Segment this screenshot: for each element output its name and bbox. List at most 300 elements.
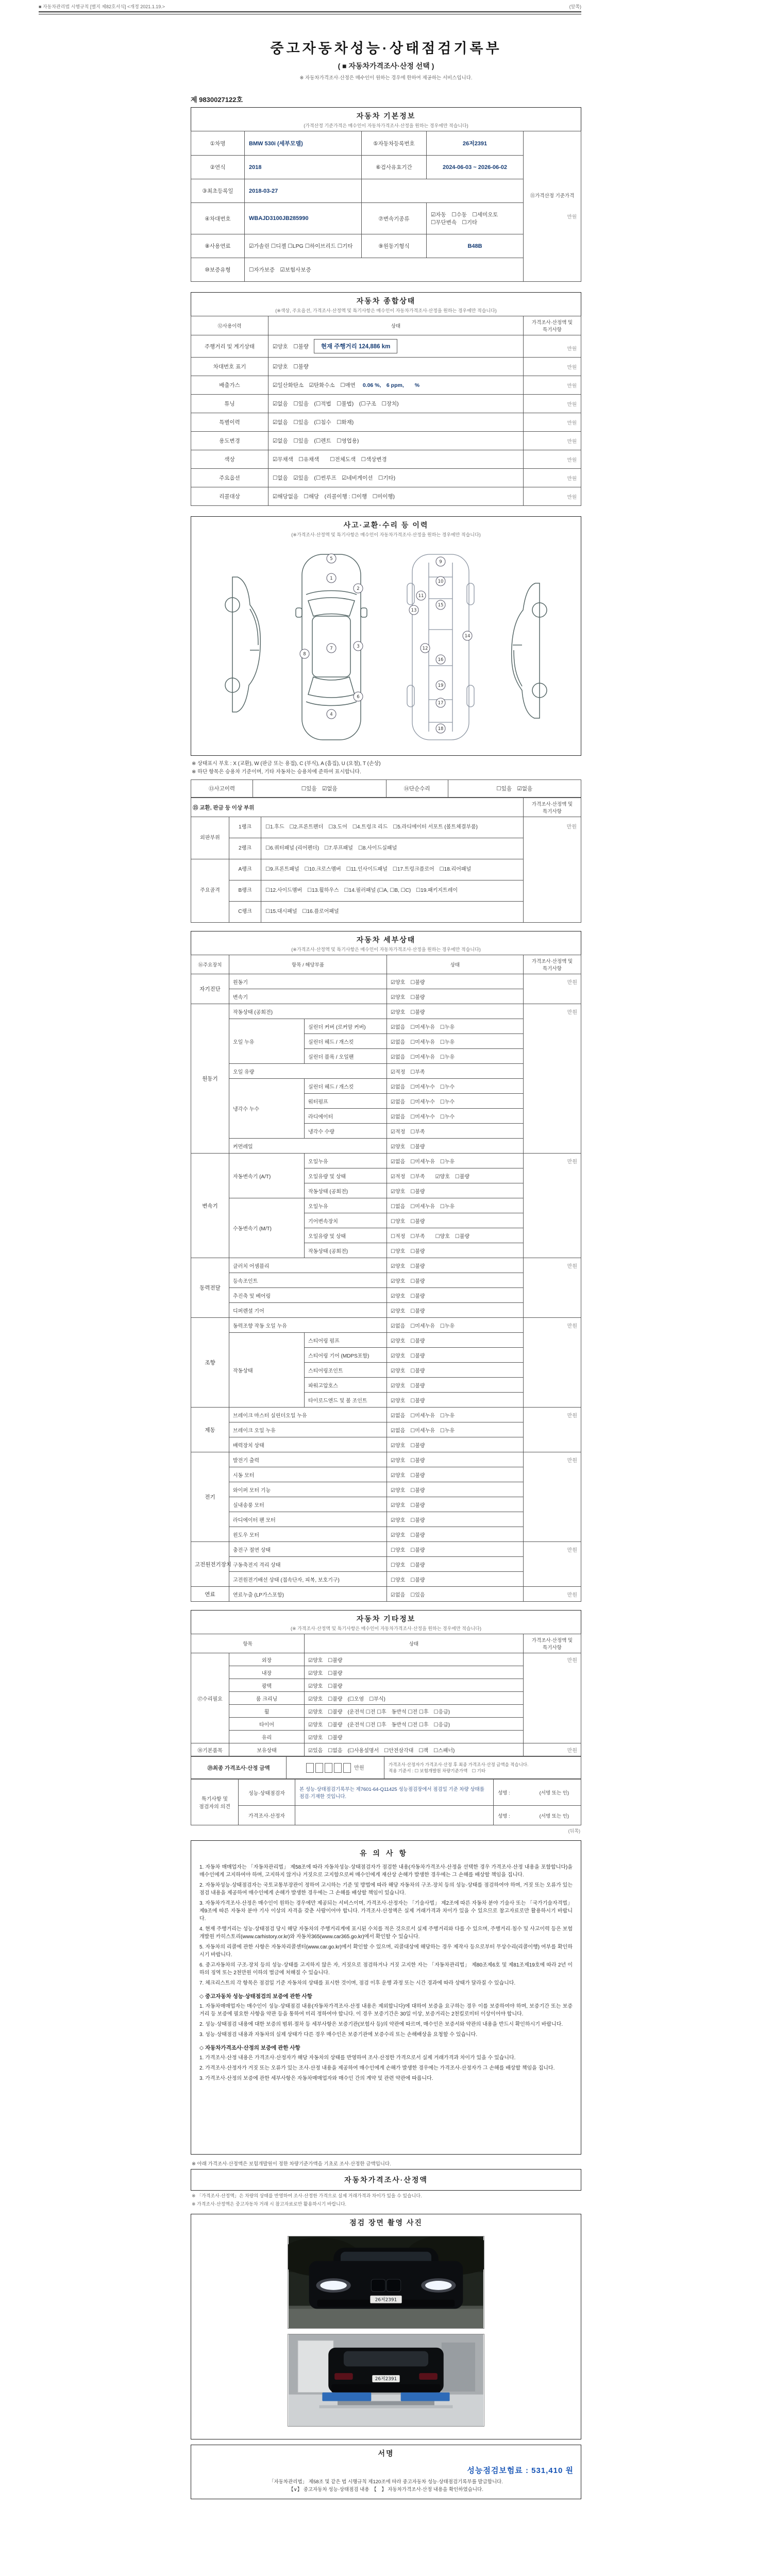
license-plate-rear: 26저2391 <box>375 2377 397 2382</box>
notice-paragraph: 2. 성능·상태점검 내용에 대한 보증의 범위·절차 등 세부사항은 보증기관(보험사 등)의 약관에 따르며, 매수인은 보증서와 약관의 내용을 반드시 확인하시기 바랍니다. <box>199 2022 563 2027</box>
title-subtitle: ( ■ 자동차가격조사·산정 선택 ) <box>338 62 434 70</box>
price-unit-cell: 만원 <box>524 450 581 469</box>
detail-state-checks: ☑양호 ☐불량 <box>387 1004 524 1019</box>
price-digit-box <box>343 1763 351 1773</box>
final-price-note2: 적용 기준서 : ☐ 보험개발원 차량기준가액 ☐ 기타 <box>389 1768 486 1773</box>
detail-state-table <box>191 955 581 1602</box>
section-summary-title: 자동차 종합상태 <box>356 297 416 305</box>
detail-state-checks: ☑없음 ☐미세누수 ☐누수 <box>387 1094 524 1109</box>
price-digit-box <box>315 1763 323 1773</box>
rank-row <box>191 880 581 902</box>
detail-row <box>191 1004 581 1019</box>
detail-row <box>191 1512 581 1527</box>
notice-paragraph: 2. 가격조사·산정자가 거짓 또는 오류가 있는 조사·산정 내용을 제공하여 매수인에게 손해가 발생한 경우에는 가격조사·산정자가 그 손해를 배상할 책임을 집니다. <box>199 2065 555 2071</box>
transmission-checks-line1: ☑자동 ☐수동 ☐세미오토 <box>431 212 498 218</box>
section-etc-title: 자동차 기타정보 <box>356 1615 416 1623</box>
basic-items-label: 보유상태 <box>229 1743 305 1756</box>
detail-state-checks: ☑양호 ☐불량 <box>387 1363 524 1378</box>
checkbox-group: ☑해당없음 ☐해당 (리콜이행 : ☐이행 ☐미이행) <box>273 494 395 500</box>
detail-state-checks: ☑없음 ☐미세누유 ☐누유 <box>387 1408 524 1422</box>
summary-state-cell <box>268 376 524 395</box>
detail-item-label: 수동변속기 (M/T) <box>229 1198 305 1258</box>
detail-row <box>191 1139 581 1154</box>
panel-number-text: 7 <box>330 646 333 651</box>
detail-row <box>191 1422 581 1437</box>
price-appraisal-box: 자동차가격조사·산정액 <box>191 2169 581 2191</box>
detail-subitem-label: 작동상태 (공회전) <box>305 1243 387 1258</box>
detail-state-checks: ☑적정 ☐부족 ☑양호 ☐불량 <box>387 1168 524 1183</box>
label-base-price: ⑪가격산정 기준가격 <box>530 193 575 199</box>
detail-row <box>191 1408 581 1422</box>
fuel-checks: ☑가솔린 ☐디젤 ☐LPG ☐하이브리드 ☐기타 <box>245 234 362 258</box>
detail-state-checks: ☑양호 ☐불량 <box>387 1527 524 1542</box>
summary-row <box>191 469 581 487</box>
detail-state-checks: ☑없음 ☐미세누수 ☐누수 <box>387 1109 524 1124</box>
rank-parts-checks: ☐1.후드 ☐2.프론트펜더 ☐3.도어 ☐4.트렁크 리드 ☐5.라디에이터 서포트 (볼트체결부품) <box>261 817 524 838</box>
detail-subitem-label: 오일유량 및 상태 <box>305 1228 387 1243</box>
notice-paragraph: 1. 자동차 매매업자는 「자동차관리법」 제58조에 따라 자동차성능·상태점검자가 점검한 내용(자동차가격조사·산정을 선택한 경우 가격조사·산정 내용을 포함합니다)을 매수인에게 고지하여야 하며, 고지하지 않거나 거짓으로 고지함으로써 매수인에게 재산상 손해가 발생한 경우에는 그 손해를 배상할 책임을 집니다. <box>199 1865 573 1878</box>
rank-group-label: 주요골격 <box>191 859 229 923</box>
detail-state-checks: ☐적정 ☐부족 ☐양호 ☐불량 <box>387 1228 524 1243</box>
summary-item-label: 배출가스 <box>191 376 268 395</box>
summary-item-label: 차대번호 표기 <box>191 358 268 376</box>
price-unit-cell: 만원 <box>524 1408 581 1452</box>
basic-items-group-label: ⑱기본품목 <box>191 1743 229 1756</box>
basic-items-checks: ☑있음 ☐없음 (☐사용설명서 ☐안전삼각대 ☐잭 ☐스패너) <box>305 1743 524 1756</box>
detail-state-checks: ☑양호 ☐불량 <box>387 1378 524 1393</box>
repair-needed-group-label: ⑰수리필요 <box>191 1653 229 1743</box>
panel-number-text: 1 <box>330 576 333 581</box>
car-top-body-view-icon <box>288 547 375 748</box>
col-major-device: ⑯주요장치 <box>191 955 229 974</box>
detail-state-checks: ☐양호 ☐불량 <box>387 1542 524 1557</box>
summary-row <box>191 450 581 469</box>
rank-parts-checks: ☐15.대시패널 ☐16.플로어패널 <box>261 902 524 923</box>
detail-subitem-label: 워터펌프 <box>305 1094 387 1109</box>
panel-number-text: 13 <box>411 608 417 613</box>
detail-state-checks: ☑없음 ☐미세누유 ☐누유 <box>387 1318 524 1333</box>
detail-state-checks: ☑양호 ☐불량 <box>387 1333 524 1348</box>
summary-row <box>191 335 581 358</box>
model-year-value: 2018 <box>245 156 362 179</box>
car-underbody-frame-view-icon <box>397 547 484 748</box>
diagram-legend <box>192 760 580 776</box>
summary-state-cell <box>268 335 524 358</box>
page <box>39 0 581 2499</box>
device-group-label: 조향 <box>191 1318 229 1408</box>
price-unit-cell: 만원 <box>524 469 581 487</box>
rank-row <box>191 838 581 859</box>
detail-item-label: 고전원전기배선 상태 (접속단자, 피복, 보호기구) <box>229 1572 387 1587</box>
detail-item-label: 디퍼렌셜 기어 <box>229 1303 387 1318</box>
label-accident-history: ⑬사고이력 <box>191 780 253 798</box>
col-usage-history: ⑫사용이력 <box>191 316 268 335</box>
summary-row <box>191 432 581 450</box>
summary-state-cell <box>268 358 524 376</box>
empty-cell <box>362 179 524 203</box>
section-etc-header <box>191 1610 581 1634</box>
detail-row <box>191 1198 581 1213</box>
inspection-photo-front <box>288 2236 484 2329</box>
photos-area <box>191 2230 581 2439</box>
notice-paragraph: 6. 중고자동차의 구조·장치 등의 성능·상태를 고지하지 않은 자, 거짓으로 점검하거나 거짓 고지한 자는 「자동차관리법」 제80조제6호 및 제81조제19호에 따라 2년 이하의 징역 또는 2천만원 이하의 벌금에 처해질 수 있습니다. <box>199 1962 573 1976</box>
section-sign-title: 서명 <box>378 2449 394 2458</box>
detail-row <box>191 1333 581 1348</box>
detail-row <box>191 1557 581 1572</box>
label-model-year: ②연식 <box>191 156 245 179</box>
final-price-notes <box>384 1757 581 1779</box>
etc-state-checks: ☑양호 ☐불량 <box>305 1679 524 1692</box>
summary-row <box>191 395 581 413</box>
price-unit-cell: 만원 <box>524 1154 581 1258</box>
detail-subitem-label: 냉각수 수량 <box>305 1124 387 1139</box>
detail-state-checks: ☑없음 ☐미세누유 ☐누유 <box>387 1034 524 1049</box>
panel-number-text: 12 <box>422 646 428 651</box>
base-price-cell <box>524 131 581 282</box>
panel-number-text: 11 <box>418 594 424 599</box>
detail-state-checks: ☑양호 ☐불량 <box>387 1139 524 1154</box>
detail-item-label: 냉각수 누수 <box>229 1079 305 1139</box>
notice-paragraph: 1. 가격조사·산정 내용은 가격조사·산정자가 해당 자동차의 상태를 반영하여 조사·산정한 가격으로서 실제 거래가격과 차이가 있을 수 있습니다. <box>199 2055 516 2061</box>
notice-paragraph: 3. 성능·상태점검 내용과 자동차의 실제 상태가 다른 경우 매수인은 보증기관에 보증수리 또는 손해배상을 요청할 수 있습니다. <box>199 2032 478 2038</box>
detail-row <box>191 1437 581 1452</box>
notice-paragraph: 2. 자동차성능·상태점검자는 국토교통부장관이 정하여 고시하는 기준 및 방법에 따라 해당 자동차의 구조·장치 등의 성능·상태를 점검하여야 하며, 거짓 또는 오류가 있는 점검 내용을 제공하여 매수인에게 손해가 발생한 경우에는 그 손해를 배상할 책임이 있습니다. <box>199 1883 573 1896</box>
detail-state-checks: ☑없음 ☐미세누유 ☐누유 <box>387 1422 524 1437</box>
detail-item-label: 시동 모터 <box>229 1467 387 1482</box>
detail-state-checks: ☐없음 ☐미세누유 ☐누유 <box>387 1198 524 1213</box>
detail-subitem-label: 라디에이터 <box>305 1109 387 1124</box>
mileage-value: 현재 주행거리 124,886 km <box>314 339 397 353</box>
etc-row <box>191 1743 581 1756</box>
table-header-row <box>191 1634 581 1653</box>
device-group-label: 동력전달 <box>191 1258 229 1318</box>
detail-item-label: 원동기 <box>229 974 387 989</box>
title-note: ※ 자동차가격조사·산정은 매수인이 원하는 경우에 한하여 제공하는 서비스입니다. <box>299 75 473 81</box>
detail-row <box>191 1273 581 1288</box>
etc-item-label: 외장 <box>229 1653 305 1666</box>
appraiser-remark-text <box>295 1806 494 1825</box>
detail-row <box>191 1318 581 1333</box>
summary-item-label: 주행거리 및 계기상태 <box>191 335 268 358</box>
summary-row <box>191 358 581 376</box>
detail-row <box>191 1079 581 1094</box>
table-row <box>191 179 581 203</box>
table-row <box>191 1806 581 1825</box>
notice-paragraph: 4. 현재 주행거리는 성능·상태점검 당시 해당 자동차의 주행거리계에 표시된 수치를 적은 것으로서 실제 주행거리와 다를 수 있으며, 주행거리·침수 및 사고이력 등은 보험개발원 카히스토리(www.carhistory.or.kr)와 자동차365(www.car365.go.kr)에서 확인할 수 있습니다. <box>199 1926 573 1940</box>
checkbox-group: ☑없음 ☐있음 (☐렌트 ☐영업용) <box>273 438 359 444</box>
label-inspection-validity: ⑥검사유효기간 <box>362 156 427 179</box>
form-ref-text: ■ 자동차관리법 시행규칙 [별지 제82호서식] <개정 2021.1.19.> <box>39 4 165 9</box>
panel-number-text: 3 <box>357 644 360 649</box>
rank-label: 2랭크 <box>229 838 261 859</box>
price-unit-cell: 만원 <box>524 1258 581 1318</box>
panel-number-text: 15 <box>438 603 444 608</box>
label-price-appraiser: 가격조사·산정자 <box>239 1806 295 1825</box>
detail-state-checks: ☑양호 ☐불량 <box>387 1273 524 1288</box>
detail-state-checks: ☑양호 ☐불량 <box>387 1482 524 1497</box>
price-unit-cell: 만원 <box>524 974 581 1004</box>
detail-subitem-label: 오일누유 <box>305 1198 387 1213</box>
detail-row <box>191 1542 581 1557</box>
etc-row <box>191 1692 581 1705</box>
summary-row <box>191 413 581 432</box>
section-sign-header <box>191 2445 581 2461</box>
inspection-validity-value: 2024-06-03 ~ 2026-06-02 <box>427 156 524 179</box>
form-reference <box>39 3 581 10</box>
price-unit-cell: 만원 <box>524 413 581 432</box>
detail-item-label: 오일 누유 <box>229 1019 305 1064</box>
detail-state-checks: ☑양호 ☐불량 <box>387 1452 524 1467</box>
panel-number-text: 19 <box>438 683 444 688</box>
rank-parts-checks: ☐9.프론트패널 ☐10.크로스멤버 ☐11.인사이드패널 ☐17.트렁크플로어 ☐18.리어패널 <box>261 859 524 880</box>
detail-state-checks: ☑양호 ☐불량 <box>387 1467 524 1482</box>
detail-item-label: 작동상태 (공회전) <box>229 1004 387 1019</box>
rank-group-label: 외판부위 <box>191 817 229 859</box>
final-price-table <box>191 1756 581 1779</box>
detail-state-checks: ☑양호 ☐불량 <box>387 1497 524 1512</box>
table-header-row <box>191 798 581 817</box>
table-row <box>191 156 581 179</box>
summary-item-label: 용도변경 <box>191 432 268 450</box>
detail-state-checks: ☐양호 ☐불량 <box>387 1557 524 1572</box>
engine-type-value: B48B <box>427 234 524 258</box>
detail-row <box>191 1064 581 1079</box>
section-summary-header <box>191 292 581 316</box>
device-group-label: 연료 <box>191 1587 229 1602</box>
rank-label: A랭크 <box>229 859 261 880</box>
remarks-table <box>191 1779 581 1825</box>
rank-label: B랭크 <box>229 880 261 902</box>
detail-subitem-label: 기어변속장치 <box>305 1213 387 1228</box>
col-price: 가격조사·산정액 및 특기사항 <box>524 316 581 335</box>
price-unit-cell: 만원 <box>524 1542 581 1587</box>
etc-state-checks: ☑양호 ☐불량 <box>305 1666 524 1679</box>
inspector-signature-cell: 성명 : (서명 또는 인) <box>494 1780 581 1806</box>
detail-subitem-label: 실린더 헤드 / 개스킷 <box>305 1034 387 1049</box>
detail-state-checks: ☑양호 ☐불량 <box>387 1437 524 1452</box>
summary-state-cell <box>268 395 524 413</box>
col-state: 상태 <box>268 316 524 335</box>
etc-row <box>191 1705 581 1718</box>
etc-item-label: 광택 <box>229 1679 305 1692</box>
detail-state-checks: ☑없음 ☐미세누유 ☐누유 <box>387 1049 524 1064</box>
detail-row <box>191 1482 581 1497</box>
diagram-note: ※ 하단 항목은 승용차 기준이며, 기타 자동차는 승용차에 준하여 표시합니다. <box>192 769 361 775</box>
panel-number-text: 9 <box>439 560 442 565</box>
detail-state-checks: ☑양호 ☐불량 <box>387 989 524 1004</box>
reg-number-value: 26저2391 <box>427 131 524 156</box>
accident-history-checks: ☐있음 ☑없음 <box>253 780 386 798</box>
detail-state-checks: ☑없음 ☐미세누유 ☐누유 <box>387 1019 524 1034</box>
etc-info-table <box>191 1634 581 1756</box>
panel-number-text: 14 <box>464 634 470 639</box>
summary-item-label: 색상 <box>191 450 268 469</box>
detail-row <box>191 1572 581 1587</box>
price-unit-cell: 만원 <box>524 487 581 506</box>
detail-state-checks: ☑없음 ☐미세누유 ☐누유 <box>387 1154 524 1168</box>
pricebox-top-note: ※ 아래 가격조사·산정액은 보험개발원이 정한 차량기준가액을 기초로 조사·산정한 금액입니다. <box>192 2161 391 2167</box>
price-digit-box <box>325 1763 332 1773</box>
detail-item-label: 배력장치 상태 <box>229 1437 387 1452</box>
etc-row <box>191 1731 581 1743</box>
legal-line1: 「자동차관리법」 제58조 및 같은 법 시행규칙 제120조에 따라 중고자동차 성능·상태점검기록부를 발급합니다. <box>269 2479 503 2485</box>
col-price: 가격조사·산정액 및 특기사항 <box>524 1634 581 1653</box>
summary-state-cell <box>268 450 524 469</box>
legal-line2: 【∨】 중고자동차 성능·상태점검 내용 【 】 자동차가격조사·산정 내용을 확인하였습니다. <box>289 2487 483 2493</box>
detail-item-label: 변속기 <box>229 989 387 1004</box>
etc-item-label: 유리 <box>229 1731 305 1743</box>
emission-values: 0.06 %, 6 ppm, % <box>362 382 420 388</box>
license-plate-front: 26저2391 <box>375 2297 397 2303</box>
etc-row <box>191 1679 581 1692</box>
summary-state-cell <box>268 469 524 487</box>
document-body <box>191 37 581 2499</box>
detail-state-checks: ☐양호 ☐불량 <box>387 1243 524 1258</box>
detail-item-label: 추진축 및 베어링 <box>229 1288 387 1303</box>
rank-label: C랭크 <box>229 902 261 923</box>
warranty-checks: ☐자가보증 ☑보험사보증 <box>245 258 524 282</box>
device-group-label: 고전원전기장치 <box>191 1542 229 1587</box>
top-rule-thick <box>39 11 581 12</box>
detail-item-label: 실내송풍 모터 <box>229 1497 387 1512</box>
detail-subitem-label: 스티어링조인트 <box>305 1363 387 1378</box>
detail-item-label: 오일 유량 <box>229 1064 387 1079</box>
section-photos-title: 점검 장면 촬영 사진 <box>349 2218 423 2227</box>
summary-item-label: 특별이력 <box>191 413 268 432</box>
legal-confirmation-lines <box>198 2478 574 2494</box>
section-basic-title: 자동차 기본정보 <box>356 112 416 120</box>
etc-row <box>191 1718 581 1731</box>
section-accident-header <box>191 516 581 540</box>
panel-number-text: 2 <box>357 586 360 591</box>
section-accident-title: 사고·교환·수리 등 이력 <box>343 521 429 529</box>
label-simple-repair: ⑭단순수리 <box>386 780 448 798</box>
col-item: 항목 / 해당부품 <box>229 955 387 974</box>
inspection-photo-rear <box>288 2334 484 2427</box>
detail-item-label: 연료누출 (LP가스포함) <box>229 1587 387 1602</box>
notice-paragraph: 5. 자동차의 리콜에 관한 사항은 자동차리콜센터(www.car.go.kr)에서 확인할 수 있으며, 리콜대상에 해당하는 경우 제작사 등으로부터 무상수리(리콜이행) 여부를 확인하시기 바랍니다. <box>199 1944 573 1958</box>
panel-number-text: 5 <box>330 556 333 562</box>
table-row <box>191 203 581 234</box>
detail-item-label: 와이퍼 모터 기능 <box>229 1482 387 1497</box>
etc-state-checks: ☑양호 ☐불량 <box>305 1731 524 1743</box>
document-number: 제 9830027122호 <box>191 96 243 104</box>
detail-subitem-label: 실린더 블록 / 오일팬 <box>305 1049 387 1064</box>
detail-item-label: 등속조인트 <box>229 1273 387 1288</box>
detail-row <box>191 1497 581 1512</box>
summary-item-label: 리콜대상 <box>191 487 268 506</box>
device-group-label: 원동기 <box>191 1004 229 1154</box>
detail-item-label: 라디에이터 팬 모터 <box>229 1512 387 1527</box>
detail-item-label: 충전구 절연 상태 <box>229 1542 387 1557</box>
detail-row <box>191 974 581 989</box>
detail-row <box>191 1587 581 1602</box>
rank-label: 1랭크 <box>229 817 261 838</box>
label-reg-number: ⑤자동차등록번호 <box>362 131 427 156</box>
base-price-unit: 만원 <box>567 214 577 220</box>
price-unit-cell: 만원 <box>524 817 581 923</box>
detail-item-label: 클러치 어셈블리 <box>229 1258 387 1273</box>
etc-state-checks: ☑양호 ☐불량 <box>305 1653 524 1666</box>
checkbox-group: ☑무채색 ☐유채색 ☐전체도색 ☐색상변경 <box>273 456 387 463</box>
table-row <box>191 131 581 156</box>
insurance-fee: 성능점검보험료 : 531,410 원 <box>467 2466 574 2475</box>
col-state: 상태 <box>387 955 524 974</box>
detail-subitem-label: 타이로드엔드 및 볼 조인트 <box>305 1393 387 1408</box>
car-diagram <box>191 540 581 756</box>
detail-item-label: 브레이크 오일 누유 <box>229 1422 387 1437</box>
summary-item-label: 주요옵션 <box>191 469 268 487</box>
summary-row <box>191 487 581 506</box>
table-row <box>191 780 581 798</box>
state-code-legend: ※ 상태표시 부호 : X (교환), W (판금 또는 용접), C (부식), A (흠집), U (요철), T (손상) <box>192 761 381 767</box>
detail-subitem-label: 스티어링 기어 (MDPS포함) <box>305 1348 387 1363</box>
detail-state-checks: ☑적정 ☐부족 <box>387 1124 524 1139</box>
section-etc-subtitle: (※ 가격조사·산정액 및 특기사항은 매수인이 자동차가격조사·산정을 원하는 경우에만 적습니다) <box>291 1626 481 1631</box>
detail-state-checks: ☐양호 ☐불량 <box>387 1213 524 1228</box>
section-accident-subtitle: (※가격조사·산정액 및 특기사항은 매수인이 자동차가격조사·산정을 원하는 경우에만 적습니다) <box>291 532 481 537</box>
detail-state-checks: ☑양호 ☐불량 <box>387 1183 524 1198</box>
detail-row <box>191 1303 581 1318</box>
detail-item-label: 발전기 출력 <box>229 1452 387 1467</box>
detail-state-checks: ☑없음 ☐있음 <box>387 1587 524 1602</box>
device-group-label: 제동 <box>191 1408 229 1452</box>
transmission-checks-line2: ☐무단변속 ☐기타 <box>431 219 478 226</box>
detail-state-checks: ☑적정 ☐부족 <box>387 1064 524 1079</box>
page-side-marker: (앞쪽) <box>569 4 581 9</box>
label-transmission: ⑦변속기종류 <box>362 203 427 234</box>
detail-state-checks: ☑양호 ☐불량 <box>387 1258 524 1273</box>
summary-table <box>191 316 581 506</box>
detail-state-checks: ☑양호 ☐불량 <box>387 974 524 989</box>
detail-row <box>191 1154 581 1168</box>
price-unit-cell: 만원 <box>524 1743 581 1756</box>
label-final-price: ⑲최종 가격조사·산정 금액 <box>191 1757 287 1779</box>
detail-item-label: 브레이크 마스터 실린더오일 누유 <box>229 1408 387 1422</box>
detail-state-checks: ☑양호 ☐불량 <box>387 1288 524 1303</box>
col-price: 가격조사·산정액 및 특기사항 <box>524 798 581 817</box>
etc-state-checks: ☑양호 ☐불량 (운전석 ☐전 ☐후 동반석 ☐전 ☐후 ☐응급) <box>305 1705 524 1718</box>
price-unit-cell: 만원 <box>524 1452 581 1542</box>
price-unit-cell: 만원 <box>524 432 581 450</box>
panel-frame-table <box>191 798 581 923</box>
checkbox-group: ☑양호 ☐불량 <box>273 364 309 370</box>
section-photos-header <box>191 2214 581 2230</box>
notice-paragraph: 7. 체크리스트의 각 항목은 점검일 기준 자동차의 상태를 표시한 것이며, 점검 이후 운행 과정 또는 시간 경과에 따라 상태가 달라질 수 있습니다. <box>199 1980 516 1986</box>
checkbox-group: ☑없음 ☐있음 (☐적법 ☐불법) (☐구조 ☐장치) <box>273 401 399 407</box>
table-row <box>191 234 581 258</box>
label-remarks: 특기사항 및 점검자의 의견 <box>191 1780 239 1825</box>
detail-item-label: 자동변속기 (A/T) <box>229 1154 305 1198</box>
summary-state-cell <box>268 432 524 450</box>
first-registration-value: 2018-03-27 <box>245 179 362 203</box>
price-unit-cell: 만원 <box>524 1004 581 1154</box>
col-item: 항목 <box>191 1634 305 1653</box>
rank-parts-checks: ☐12.사이드멤버 ☐13.휠하우스 ☐14.필러패널 (☐A, ☐B, ☐C) ☐19.패키지트레이 <box>261 880 524 902</box>
label-vin: ④차대번호 <box>191 203 245 234</box>
simple-repair-checks: ☐있음 ☑없음 <box>448 780 581 798</box>
page-marker: (뒤쪽) <box>568 1828 580 1834</box>
section-basic-header <box>191 107 581 131</box>
notice-paragraph: 1. 자동차매매업자는 매수인이 성능·상태점검 내용(자동차가격조사·산정 내용은 제외합니다)에 대하여 보증을 요구하는 경우 이를 보증하여야 하며, 보증기간 또는 보증거리 등 보증에 필요한 사항을 약관 등을 통하여 미리 정하여야 합니다. 이 경우 보증기간은 30일 이상, 보증거리는 2천킬로미터 이상이어야 합니다. <box>199 2004 573 2017</box>
pricebox-note1: ※ 「가격조사·산정액」은 차량의 상태를 반영하여 조사·산정한 가격으로 실제 거래가격과 차이가 있을 수 있습니다. <box>192 2193 422 2198</box>
label-exchange-parts: ⑮ 교환, 판금 등 이상 부위 <box>191 798 524 817</box>
title-block <box>191 37 581 81</box>
table-row <box>191 1757 581 1779</box>
col-price: 가격조사·산정액 및 특기사항 <box>524 955 581 974</box>
detail-state-checks: ☑양호 ☐불량 <box>387 1348 524 1363</box>
etc-state-checks: ☑양호 ☐불량 (☐오염 ☐부식) <box>305 1692 524 1705</box>
